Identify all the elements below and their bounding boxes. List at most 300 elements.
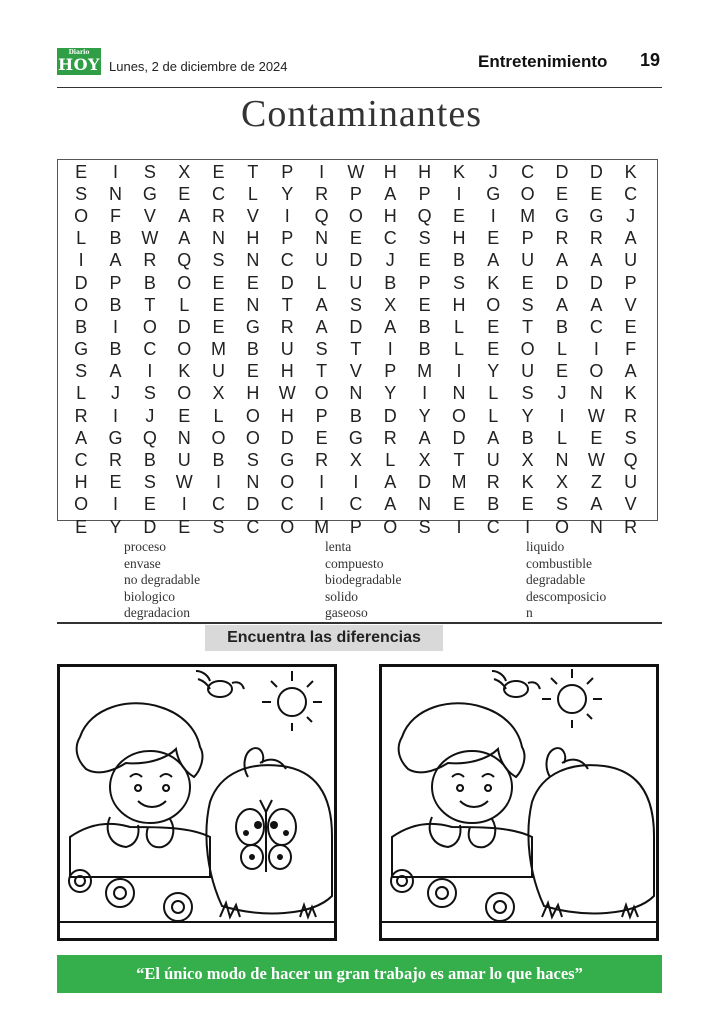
grid-letter[interactable]: G xyxy=(74,339,89,360)
grid-letter[interactable]: D xyxy=(349,316,363,337)
grid-letter[interactable]: S xyxy=(418,228,431,249)
grid-letter[interactable]: C xyxy=(349,494,363,515)
grid-letter[interactable]: L xyxy=(76,228,87,249)
grid-letter[interactable]: V xyxy=(624,494,637,515)
grid-letter[interactable]: S xyxy=(521,383,534,404)
grid-letter[interactable]: L xyxy=(488,383,499,404)
grid-letter[interactable]: B xyxy=(109,294,122,315)
grid-letter[interactable]: R xyxy=(555,228,569,249)
grid-letter[interactable]: C xyxy=(143,339,157,360)
grid-letter[interactable]: G xyxy=(554,205,569,226)
grid-letter[interactable]: O xyxy=(245,427,260,448)
grid-letter[interactable]: O xyxy=(554,516,569,537)
grid-letter[interactable]: R xyxy=(315,450,329,471)
grid-letter[interactable]: X xyxy=(418,450,431,471)
grid-letter[interactable]: O xyxy=(280,472,295,493)
grid-letter[interactable]: E xyxy=(315,427,328,448)
grid-letter[interactable]: A xyxy=(384,316,397,337)
grid-letter[interactable]: K xyxy=(452,161,465,182)
grid-letter[interactable]: D xyxy=(589,161,603,182)
grid-letter[interactable]: Y xyxy=(109,516,122,537)
grid-letter[interactable]: C xyxy=(246,516,260,537)
grid-letter[interactable]: D xyxy=(555,272,569,293)
grid-letter[interactable]: D xyxy=(177,316,191,337)
grid-letter[interactable]: I xyxy=(422,383,428,404)
grid-letter[interactable]: S xyxy=(143,472,156,493)
grid-letter[interactable]: E xyxy=(590,427,603,448)
grid-letter[interactable]: H xyxy=(74,472,88,493)
grid-letter[interactable]: V xyxy=(349,361,362,382)
grid-letter[interactable]: U xyxy=(177,450,191,471)
grid-letter[interactable]: A xyxy=(590,494,603,515)
grid-letter[interactable]: K xyxy=(521,472,534,493)
grid-letter[interactable]: J xyxy=(626,205,636,226)
grid-letter[interactable]: E xyxy=(212,316,225,337)
grid-letter[interactable]: E xyxy=(487,339,500,360)
grid-letter[interactable]: E xyxy=(178,405,191,426)
grid-letter[interactable]: E xyxy=(418,294,431,315)
grid-letter[interactable]: W xyxy=(141,228,159,249)
grid-letter[interactable]: I xyxy=(319,161,325,182)
grid-letter[interactable]: A xyxy=(384,494,397,515)
grid-letter[interactable]: O xyxy=(74,494,89,515)
grid-letter[interactable]: N xyxy=(212,228,226,249)
grid-letter[interactable]: R xyxy=(624,516,638,537)
grid-letter[interactable]: Q xyxy=(142,427,157,448)
grid-letter[interactable]: D xyxy=(280,427,294,448)
grid-letter[interactable]: H xyxy=(452,294,466,315)
grid-letter[interactable]: P xyxy=(349,516,362,537)
grid-letter[interactable]: X xyxy=(178,161,191,182)
grid-letter[interactable]: D xyxy=(349,250,363,271)
grid-letter[interactable]: N xyxy=(109,183,123,204)
grid-letter[interactable]: M xyxy=(314,516,330,537)
grid-letter[interactable]: O xyxy=(245,405,260,426)
grid-letter[interactable]: D xyxy=(555,161,569,182)
grid-letter[interactable]: S xyxy=(143,383,156,404)
grid-letter[interactable]: W xyxy=(587,450,605,471)
grid-letter[interactable]: M xyxy=(417,361,433,382)
grid-letter[interactable]: X xyxy=(212,383,225,404)
grid-letter[interactable]: J xyxy=(385,250,395,271)
grid-letter[interactable]: D xyxy=(143,516,157,537)
grid-letter[interactable]: X xyxy=(384,294,397,315)
grid-letter[interactable]: V xyxy=(246,205,259,226)
grid-letter[interactable]: D xyxy=(383,405,397,426)
grid-letter[interactable]: B xyxy=(143,272,156,293)
grid-letter[interactable]: C xyxy=(280,250,294,271)
grid-letter[interactable]: I xyxy=(319,494,325,515)
grid-letter[interactable]: A xyxy=(624,361,637,382)
grid-letter[interactable]: E xyxy=(212,294,225,315)
grid-letter[interactable]: C xyxy=(589,316,603,337)
grid-letter[interactable]: C xyxy=(383,228,397,249)
grid-letter[interactable]: X xyxy=(349,450,362,471)
grid-letter[interactable]: U xyxy=(624,472,638,493)
grid-letter[interactable]: Y xyxy=(281,183,294,204)
grid-letter[interactable]: C xyxy=(212,183,226,204)
grid-letter[interactable]: O xyxy=(383,516,398,537)
grid-letter[interactable]: T xyxy=(281,294,293,315)
grid-letter[interactable]: R xyxy=(624,405,638,426)
grid-letter[interactable]: B xyxy=(521,427,534,448)
grid-letter[interactable]: S xyxy=(212,516,225,537)
grid-letter[interactable]: L xyxy=(385,450,396,471)
grid-letter[interactable]: H xyxy=(452,228,466,249)
grid-letter[interactable]: U xyxy=(521,250,535,271)
grid-letter[interactable]: I xyxy=(387,339,393,360)
grid-letter[interactable]: B xyxy=(418,339,431,360)
grid-letter[interactable]: N xyxy=(349,383,363,404)
grid-letter[interactable]: J xyxy=(145,405,155,426)
grid-letter[interactable]: L xyxy=(179,294,190,315)
grid-letter[interactable]: I xyxy=(353,472,359,493)
grid-letter[interactable]: S xyxy=(418,516,431,537)
grid-row xyxy=(64,405,648,427)
grid-letter[interactable]: Q xyxy=(623,450,638,471)
grid-letter[interactable]: B xyxy=(212,450,225,471)
grid-letter[interactable]: S xyxy=(143,161,156,182)
grid-letter[interactable]: O xyxy=(74,294,89,315)
grid-letter[interactable]: K xyxy=(487,272,500,293)
grid-letter[interactable]: I xyxy=(284,205,290,226)
grid-letter[interactable]: G xyxy=(142,183,157,204)
grid-letter[interactable]: R xyxy=(280,316,294,337)
grid-letter[interactable]: H xyxy=(246,228,260,249)
grid-letter[interactable]: R xyxy=(212,205,226,226)
grid-letter[interactable]: A xyxy=(487,427,500,448)
grid-letter[interactable]: U xyxy=(486,450,500,471)
grid-letter[interactable]: I xyxy=(525,516,531,537)
grid-letter[interactable]: C xyxy=(212,494,226,515)
grid-letter[interactable]: A xyxy=(178,205,191,226)
grid-letter[interactable]: E xyxy=(109,472,122,493)
grid-letter[interactable]: T xyxy=(316,361,328,382)
grid-letter[interactable]: I xyxy=(559,405,565,426)
grid-letter[interactable]: R xyxy=(143,250,157,271)
grid-letter[interactable]: E xyxy=(143,494,156,515)
sun-icon xyxy=(558,685,586,713)
grid-letter[interactable]: G xyxy=(348,427,363,448)
grid-letter[interactable]: L xyxy=(488,405,499,426)
grid-letter[interactable]: S xyxy=(521,294,534,315)
grid-letter[interactable]: Y xyxy=(418,405,431,426)
grid-letter[interactable]: B xyxy=(555,316,568,337)
grid-letter[interactable]: L xyxy=(213,405,224,426)
grid-letter[interactable]: N xyxy=(246,472,260,493)
grid-letter[interactable]: R xyxy=(315,183,329,204)
grid-letter[interactable]: S xyxy=(246,450,259,471)
grid-letter[interactable]: D xyxy=(74,272,88,293)
grid-letter[interactable]: S xyxy=(75,183,88,204)
grid-letter[interactable]: N xyxy=(589,516,603,537)
grid-letter[interactable]: D xyxy=(589,272,603,293)
grid-letter[interactable]: E xyxy=(246,361,259,382)
grid-letter[interactable]: P xyxy=(521,228,534,249)
grid-letter[interactable]: U xyxy=(212,361,226,382)
grid-letter[interactable]: B xyxy=(143,450,156,471)
grid-letter[interactable]: E xyxy=(418,250,431,271)
grid-letter[interactable]: O xyxy=(486,294,501,315)
grid-letter[interactable]: I xyxy=(319,472,325,493)
grid-letter[interactable]: D xyxy=(452,427,466,448)
grid-letter[interactable]: T xyxy=(144,294,156,315)
grid-letter[interactable]: M xyxy=(520,205,536,226)
grid-letter[interactable]: R xyxy=(486,472,500,493)
cartoon-illustration xyxy=(382,667,656,938)
grid-letter[interactable]: Q xyxy=(417,205,432,226)
cartoon-illustration xyxy=(60,667,334,938)
grid-row xyxy=(64,250,648,272)
grid-letter[interactable]: L xyxy=(453,339,464,360)
grid-letter[interactable]: J xyxy=(488,161,498,182)
grid-letter[interactable]: V xyxy=(143,205,156,226)
grid-letter[interactable]: C xyxy=(280,494,294,515)
grid-letter[interactable]: I xyxy=(456,516,462,537)
grid-letter[interactable]: P xyxy=(109,272,122,293)
grid-letter[interactable]: U xyxy=(315,250,329,271)
grid-letter[interactable]: A xyxy=(315,316,328,337)
grid-letter[interactable]: A xyxy=(487,250,500,271)
grid-letter[interactable]: P xyxy=(418,272,431,293)
grid-letter[interactable]: E xyxy=(178,183,191,204)
grid-letter[interactable]: O xyxy=(520,183,535,204)
grid-letter[interactable]: Y xyxy=(384,383,397,404)
grid-letter[interactable]: L xyxy=(76,383,87,404)
grid-letter[interactable]: U xyxy=(349,272,363,293)
grid-letter[interactable]: Y xyxy=(521,405,534,426)
grid-letter[interactable]: D xyxy=(280,272,294,293)
grid-letter[interactable]: J xyxy=(111,383,121,404)
grid-letter[interactable]: E xyxy=(487,316,500,337)
grid-letter[interactable]: M xyxy=(211,339,227,360)
grid-letter[interactable]: A xyxy=(75,427,88,448)
word-item: solido xyxy=(325,588,359,604)
grid-letter[interactable]: A xyxy=(384,183,397,204)
grid-letter[interactable]: E xyxy=(212,161,225,182)
grid-letter[interactable]: I xyxy=(593,339,599,360)
grid-letter[interactable]: H xyxy=(418,161,432,182)
grid-letter[interactable]: I xyxy=(456,183,462,204)
grid-letter[interactable]: E xyxy=(452,494,465,515)
grid-letter[interactable]: B xyxy=(487,494,500,515)
grid-letter[interactable]: S xyxy=(315,339,328,360)
grid-letter[interactable]: O xyxy=(177,383,192,404)
grid-letter[interactable]: Q xyxy=(314,205,329,226)
grid-letter[interactable]: E xyxy=(555,183,568,204)
grid-letter[interactable]: R xyxy=(109,450,123,471)
grid-letter[interactable]: E xyxy=(212,272,225,293)
grid-letter[interactable]: B xyxy=(109,339,122,360)
grid-letter[interactable]: L xyxy=(556,339,567,360)
grid-letter[interactable]: W xyxy=(175,472,193,493)
grid-letter[interactable]: S xyxy=(212,250,225,271)
grid-letter[interactable]: N xyxy=(315,228,329,249)
grid-letter[interactable]: W xyxy=(587,405,605,426)
grid-letter[interactable]: R xyxy=(74,405,88,426)
grid-letter[interactable]: P xyxy=(418,183,431,204)
grid-letter[interactable]: A xyxy=(555,294,568,315)
grid-letter[interactable]: J xyxy=(557,383,567,404)
grid-letter[interactable]: T xyxy=(522,316,534,337)
grid-letter[interactable]: E xyxy=(521,494,534,515)
grid-letter[interactable]: Y xyxy=(487,361,500,382)
grid-letter[interactable]: P xyxy=(624,272,637,293)
grid-letter[interactable]: G xyxy=(589,205,604,226)
grid-letter[interactable]: A xyxy=(315,294,328,315)
grid-letter[interactable]: S xyxy=(452,272,465,293)
grid-letter[interactable]: A xyxy=(109,361,122,382)
grid-letter[interactable]: N xyxy=(246,250,260,271)
grid-letter[interactable]: A xyxy=(624,228,637,249)
grid-letter[interactable]: U xyxy=(280,339,294,360)
grid-letter[interactable]: N xyxy=(452,383,466,404)
grid-letter[interactable]: N xyxy=(177,427,191,448)
grid-letter[interactable]: I xyxy=(113,161,119,182)
grid-letter[interactable]: N xyxy=(418,494,432,515)
grid-letter[interactable]: O xyxy=(314,383,329,404)
grid-letter[interactable]: O xyxy=(451,405,466,426)
grid-letter[interactable]: H xyxy=(383,205,397,226)
grid-row xyxy=(64,316,648,338)
grid-letter[interactable]: C xyxy=(486,516,500,537)
grid-letter[interactable]: I xyxy=(147,361,153,382)
grid-letter[interactable]: O xyxy=(177,339,192,360)
grid-letter[interactable]: G xyxy=(486,183,501,204)
grid-letter[interactable]: O xyxy=(589,361,604,382)
word-item: biologico xyxy=(124,588,175,604)
grid-letter[interactable]: I xyxy=(456,361,462,382)
grid-letter[interactable]: O xyxy=(520,339,535,360)
grid-letter[interactable]: E xyxy=(349,228,362,249)
grid-letter[interactable]: T xyxy=(350,339,362,360)
grid-letter[interactable]: K xyxy=(178,361,191,382)
grid-letter[interactable]: B xyxy=(109,228,122,249)
grid-letter[interactable]: N xyxy=(555,450,569,471)
grid-letter[interactable]: T xyxy=(247,161,259,182)
grid-letter[interactable]: A xyxy=(590,250,603,271)
grid-letter[interactable]: G xyxy=(280,450,295,471)
grid-letter[interactable]: V xyxy=(624,294,637,315)
grid-letter[interactable]: A xyxy=(178,228,191,249)
grid-letter[interactable]: G xyxy=(108,427,123,448)
grid-letter[interactable]: B xyxy=(349,405,362,426)
grid-letter[interactable]: P xyxy=(315,405,328,426)
grid-letter[interactable]: I xyxy=(113,405,119,426)
grid-letter[interactable]: L xyxy=(247,183,258,204)
grid-letter[interactable]: O xyxy=(74,205,89,226)
grid-letter[interactable]: E xyxy=(487,228,500,249)
grid-letter[interactable]: A xyxy=(555,250,568,271)
grid-letter[interactable]: E xyxy=(590,183,603,204)
grid-row xyxy=(64,383,648,405)
grid-letter[interactable]: A xyxy=(418,427,431,448)
grid-letter[interactable]: O xyxy=(348,205,363,226)
grid-letter[interactable]: P xyxy=(384,361,397,382)
grid-letter[interactable]: U xyxy=(521,361,535,382)
grid-letter[interactable]: L xyxy=(556,427,567,448)
grid-letter[interactable]: P xyxy=(349,183,362,204)
grid-letter[interactable]: Q xyxy=(177,250,192,271)
grid-letter[interactable]: E xyxy=(75,161,88,182)
grid-letter[interactable]: I xyxy=(78,250,84,271)
grid-letter[interactable]: C xyxy=(521,161,535,182)
grid-letter[interactable]: W xyxy=(278,383,296,404)
grid-letter[interactable]: G xyxy=(245,316,260,337)
grid-letter[interactable]: I xyxy=(490,205,496,226)
grid-letter[interactable]: I xyxy=(181,494,187,515)
grid-letter[interactable]: N xyxy=(589,383,603,404)
grid-letter[interactable]: E xyxy=(624,316,637,337)
grid-letter[interactable]: H xyxy=(280,405,294,426)
grid-letter[interactable]: B xyxy=(246,339,259,360)
grid-letter[interactable]: D xyxy=(418,472,432,493)
grid-letter[interactable]: H xyxy=(246,383,260,404)
grid-letter[interactable]: R xyxy=(589,228,603,249)
grid-letter[interactable]: S xyxy=(624,427,637,448)
grid-letter[interactable]: C xyxy=(74,450,88,471)
grid-letter[interactable]: H xyxy=(383,161,397,182)
grid-letter[interactable]: T xyxy=(453,450,465,471)
grid-letter[interactable]: O xyxy=(177,272,192,293)
grid-letter[interactable]: M xyxy=(451,472,467,493)
grid-letter[interactable]: F xyxy=(625,339,637,360)
grid-letter[interactable]: B xyxy=(384,272,397,293)
grid-letter[interactable]: L xyxy=(453,316,464,337)
grid-letter[interactable]: I xyxy=(216,472,222,493)
grid-letter[interactable]: P xyxy=(281,161,294,182)
word-item: descomposicio xyxy=(526,588,607,604)
grid-letter[interactable]: K xyxy=(624,161,637,182)
grid-letter[interactable]: E xyxy=(555,361,568,382)
grid-letter[interactable]: O xyxy=(211,427,226,448)
grid-letter[interactable]: S xyxy=(75,361,88,382)
grid-letter[interactable]: K xyxy=(624,383,637,404)
grid-letter[interactable]: O xyxy=(280,516,295,537)
grid-letter[interactable]: L xyxy=(316,272,327,293)
grid-letter[interactable]: P xyxy=(281,228,294,249)
grid-letter[interactable]: N xyxy=(246,294,260,315)
grid-letter[interactable]: E xyxy=(452,205,465,226)
grid-letter[interactable]: W xyxy=(347,161,365,182)
grid-letter[interactable]: E xyxy=(246,272,259,293)
grid-letter[interactable]: S xyxy=(555,494,568,515)
grid-letter[interactable]: E xyxy=(178,516,191,537)
grid-letter[interactable]: B xyxy=(75,316,88,337)
grid-letter[interactable]: F xyxy=(110,205,122,226)
grid-letter[interactable]: I xyxy=(113,494,119,515)
grid-letter[interactable]: U xyxy=(624,250,638,271)
grid-letter[interactable]: B xyxy=(452,250,465,271)
grid-letter[interactable]: A xyxy=(109,250,122,271)
grid-letter[interactable]: O xyxy=(142,316,157,337)
word-item: envase xyxy=(124,555,161,571)
grid-letter[interactable]: S xyxy=(349,294,362,315)
grid-letter[interactable]: H xyxy=(280,361,294,382)
grid-letter[interactable]: B xyxy=(418,316,431,337)
grid-letter[interactable]: A xyxy=(590,294,603,315)
grid-letter[interactable]: C xyxy=(624,183,638,204)
grid-letter[interactable]: E xyxy=(75,516,88,537)
grid-letter[interactable]: I xyxy=(113,316,119,337)
grid-letter[interactable]: R xyxy=(383,427,397,448)
grid-letter[interactable]: A xyxy=(384,472,397,493)
grid-letter[interactable]: Z xyxy=(590,472,602,493)
grid-letter[interactable]: X xyxy=(555,472,568,493)
grid-letter[interactable]: X xyxy=(521,450,534,471)
grid-letter[interactable]: E xyxy=(521,272,534,293)
grid-letter[interactable]: D xyxy=(246,494,260,515)
